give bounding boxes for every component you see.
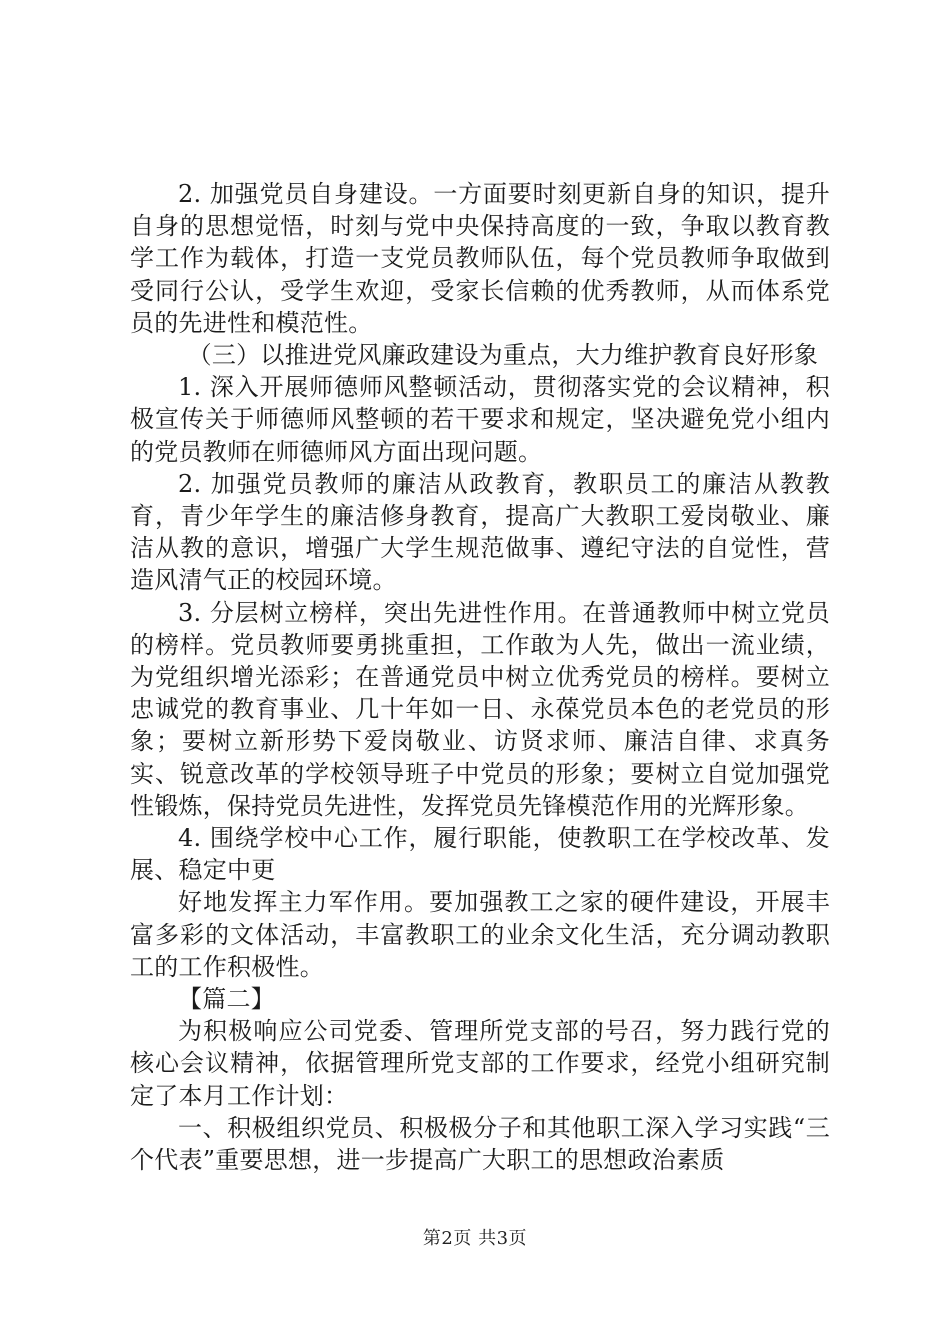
paragraph-monthly-plan-intro: 为积极响应公司党委、管理所党支部的号召，努力践行党的核心会议精神，依据管理所党支部的工作要求，经党小组研究制定了本月工作计划：	[130, 1017, 830, 1110]
page-number-label: 第2页 共3页	[422, 1228, 528, 1249]
document-body	[130, 178, 830, 1176]
paragraph-integrity-education: 2. 加强党员教师的廉洁从政教育，教职员工的廉洁从教教育，青少年学生的廉洁修身教育，提高广大教职工爱岗敬业、廉洁从教的意识，增强广大学生规范做事、遵纪守法的自觉性，营造风清气正的校园环境。	[130, 469, 830, 595]
paragraph-strengthen-self-building: 2. 加强党员自身建设。一方面要时刻更新自身的知识，提升自身的思想觉悟，时刻与党中央保持高度的一致，争取以教育教学工作为载体，打造一支党员教师队伍，每个党员教师争取做到受同行公认，受学生欢迎，受家长信赖的优秀教师，从而体系党员的先进性和模范性。	[130, 180, 830, 337]
section-marker-part-two: 【篇二】	[178, 985, 275, 1014]
paragraph-center-work: 4. 围绕学校中心工作，履行职能，使教职工在学校改革、发展、稳定中更	[130, 824, 830, 885]
section-heading-three: （三）以推进党风廉政建设为重点，大力维护教育良好形象	[187, 341, 819, 370]
paragraph-role-models: 3. 分层树立榜样，突出先进性作用。在普通教师中树立党员的榜样。党员教师要勇挑重担，工作敢为人先，做出一流业绩，为党组织增光添彩；在普通党员中树立优秀党员的榜样。要树立忠诚党的教育事业、几十年如一日、永葆党员本色的老党员的形象；要树立新形势下爱岗敬业、访贤求师、廉洁自律、求真务实、锐意改革的学校领导班子中党员的形象；要树立自觉加强党性锻炼，保持党员先进性，发挥党员先锋模范作用的光辉形象。	[130, 598, 830, 820]
paragraph-main-force: 好地发挥主力军作用。要加强教工之家的硬件建设，开展丰富多彩的文体活动，丰富教职工的业余文化生活，充分调动教职工的工作积极性。	[130, 888, 830, 981]
paragraph-ethics-rectification: 1. 深入开展师德师风整顿活动，贯彻落实党的会议精神，积极宣传关于师德师风整顿的若干要求和规定，坚决避免党小组内的党员教师在师德师风方面出现问题。	[130, 373, 830, 466]
page-footer	[0, 1228, 950, 1250]
paragraph-study-practice: 一、积极组织党员、积极极分子和其他职工深入学习实践“三个代表”重要思想，进一步提高广大职工的思想政治素质	[130, 1113, 830, 1175]
